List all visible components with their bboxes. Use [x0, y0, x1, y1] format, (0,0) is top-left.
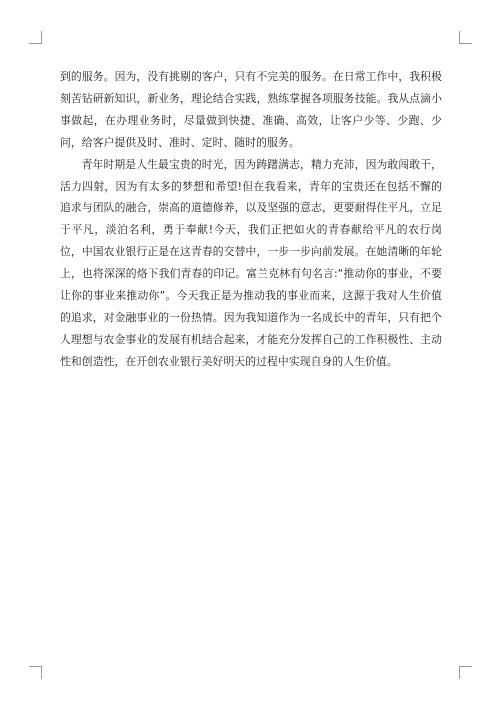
- crop-mark-bottom-left: [29, 666, 42, 679]
- crop-mark-bottom-right: [459, 666, 472, 679]
- document-body: [60, 66, 442, 373]
- crop-mark-top-right: [459, 31, 472, 44]
- paragraph-1: 到的服务。因为，没有挑剔的客户，只有不完美的服务。在日常工作中，我积极刻苦钻研新知识，新业务，理论结合实践，熟练掌握各项服务技能。我从点滴小事做起，在办理业务时，尽量做到快捷、准确、高效，让客户少等、少跑、少问，给客户提供及时、准时、定时、随时的服务。: [60, 70, 442, 149]
- crop-mark-top-left: [29, 31, 42, 44]
- paragraph-2: 青年时期是人生最宝贵的时光，因为踌躇满志，精力充沛，因为敢闯敢干，活力四射，因为有太多的梦想和希望!但在我看来，青年的宝贵还在包括不懈的追求与团队的融合，崇高的道德修养，以及坚强的意志，更要耐得住平凡，立足于平凡，淡泊名利，勇于奉献!今天，我们正把如火的青春献给平凡的农行岗位，中国农业银行正是在这青春的交替中，一步一步向前发展。在她清晰的年轮上，也将深深的烙下我们青春的印记。富兰克林有句名言:“推动你的事业，不要让你的事业来推动你”。今天我正是为推动我的事业而来，这源于我对人生价值的追求，对金融事业的一份热情。因为我知道作为一名成长中的青年，只有把个人理想与农金事业的发展有机结合起来，才能充分发挥自己的工作积极性、主动性和创造性，在开创农业银行美好明天的过程中实现自身的人生价值。: [60, 157, 442, 368]
